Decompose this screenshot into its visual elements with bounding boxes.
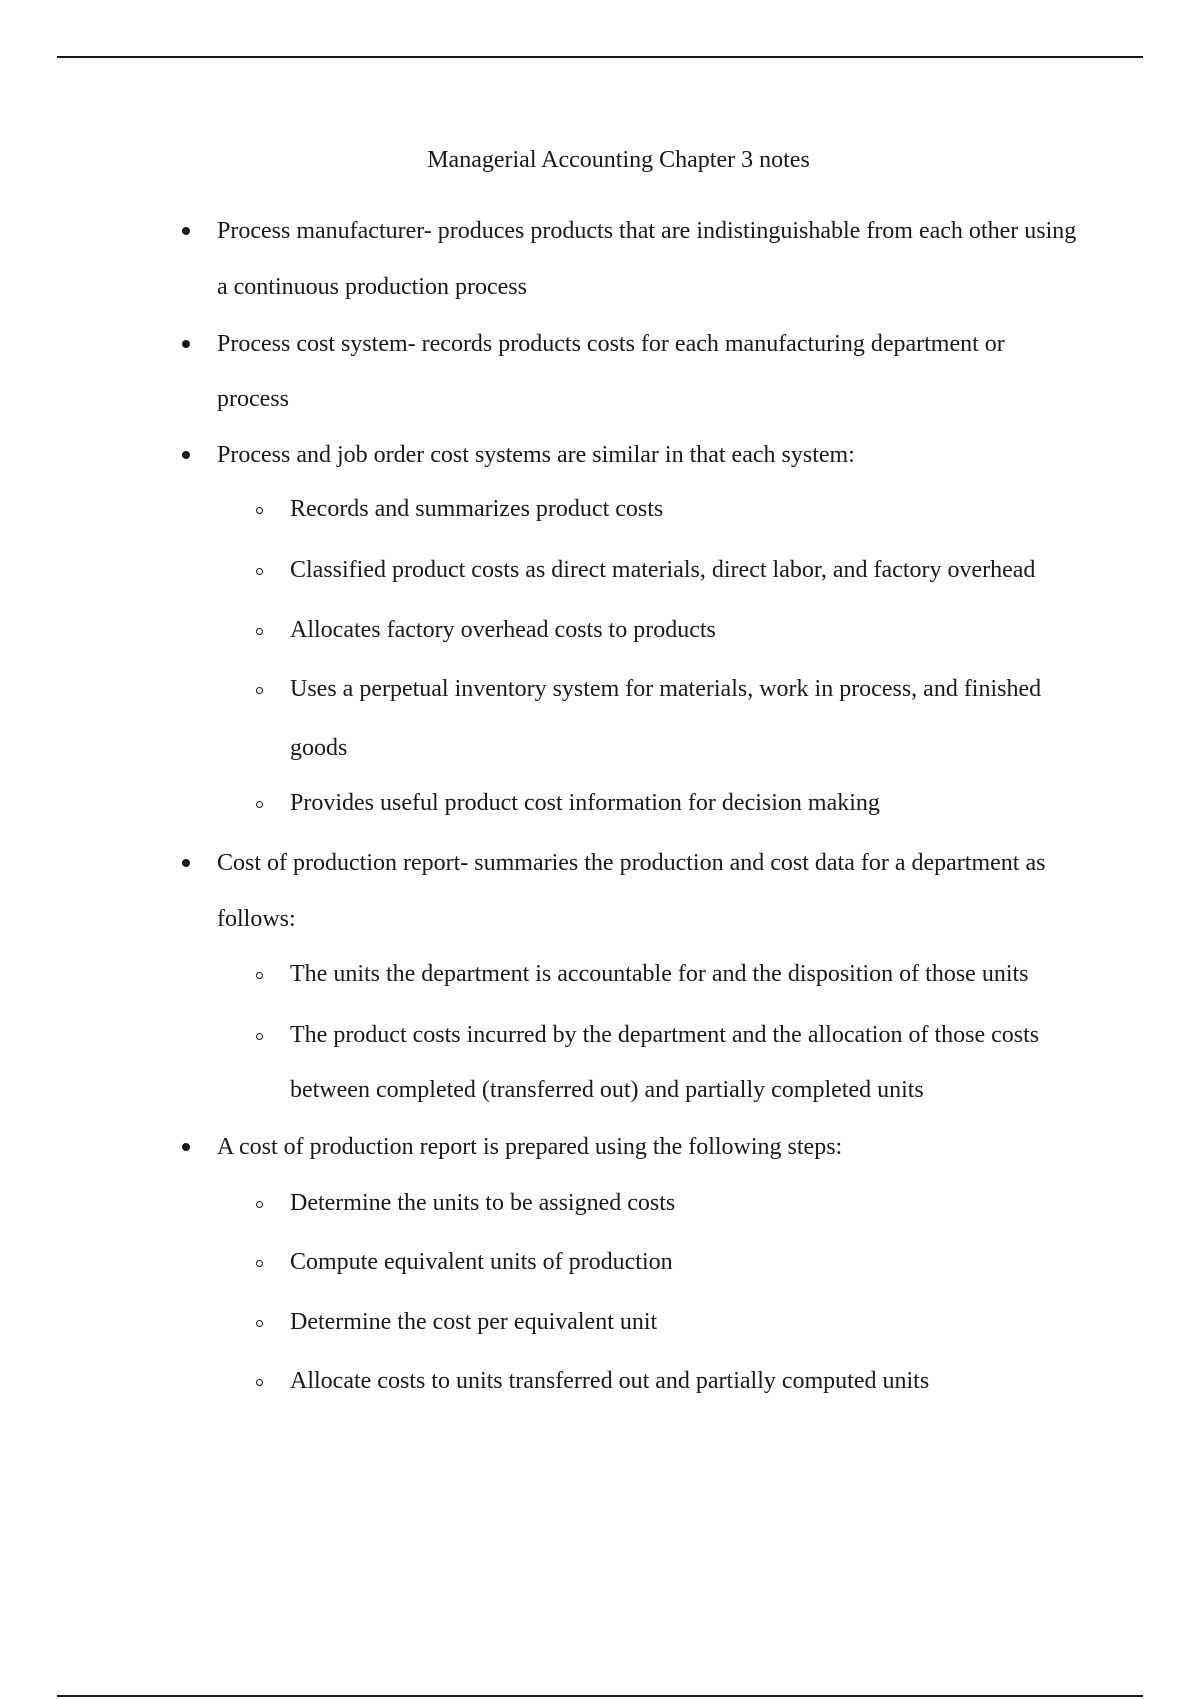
sub-bullet-text: Determine the units to be assigned costs bbox=[290, 1190, 676, 1216]
sub-bullet-marker bbox=[256, 568, 263, 575]
sub-bullet-text: Allocate costs to units transferred out and partially computed units bbox=[290, 1368, 930, 1394]
bullet-marker bbox=[182, 227, 190, 235]
document-title: Managerial Accounting Chapter 3 notes bbox=[427, 147, 810, 173]
sub-bullet-text: The units the department is accountable for and the disposition of those units bbox=[290, 961, 1029, 987]
header-rule bbox=[57, 56, 1143, 58]
bullet-marker bbox=[182, 1143, 190, 1151]
sub-bullet-marker bbox=[256, 1201, 263, 1208]
bullet-marker bbox=[182, 340, 190, 348]
bullet-marker bbox=[182, 451, 190, 459]
bullet-text: Cost of production report- summaries the production and cost data for a department as bbox=[217, 850, 1046, 876]
sub-bullet-text: Provides useful product cost information for decision making bbox=[290, 790, 880, 816]
sub-bullet-text: Classified product costs as direct materials, direct labor, and factory overhead bbox=[290, 557, 1036, 583]
bullet-text: a continuous production process bbox=[217, 274, 527, 300]
sub-bullet-text: Determine the cost per equivalent unit bbox=[290, 1309, 658, 1335]
bullet-marker bbox=[182, 859, 190, 867]
sub-bullet-marker bbox=[256, 801, 263, 808]
sub-bullet-marker bbox=[256, 687, 263, 694]
sub-bullet-text: Records and summarizes product costs bbox=[290, 496, 664, 522]
footer-rule bbox=[57, 1695, 1143, 1697]
bullet-text: Process manufacturer- produces products that are indistinguishable from each other using bbox=[217, 218, 1077, 244]
sub-bullet-marker bbox=[256, 628, 263, 635]
sub-bullet-text: goods bbox=[290, 735, 348, 761]
bullet-text: follows: bbox=[217, 906, 296, 932]
sub-bullet-text: The product costs incurred by the department and the allocation of those costs bbox=[290, 1022, 1040, 1048]
sub-bullet-text: between completed (transferred out) and partially completed units bbox=[290, 1077, 924, 1103]
sub-bullet-text: Compute equivalent units of production bbox=[290, 1249, 673, 1275]
sub-bullet-marker bbox=[256, 507, 263, 514]
sub-bullet-marker bbox=[256, 1379, 263, 1386]
sub-bullet-marker bbox=[256, 1033, 263, 1040]
bullet-text: Process cost system- records products costs for each manufacturing department or bbox=[217, 331, 1005, 357]
bullet-text: Process and job order cost systems are similar in that each system: bbox=[217, 442, 855, 468]
sub-bullet-text: Allocates factory overhead costs to products bbox=[290, 617, 716, 643]
bullet-text: process bbox=[217, 386, 289, 412]
sub-bullet-marker bbox=[256, 1320, 263, 1327]
sub-bullet-marker bbox=[256, 1260, 263, 1267]
sub-bullet-text: Uses a perpetual inventory system for materials, work in process, and finished bbox=[290, 676, 1042, 702]
sub-bullet-marker bbox=[256, 972, 263, 979]
bullet-text: A cost of production report is prepared using the following steps: bbox=[217, 1134, 843, 1160]
